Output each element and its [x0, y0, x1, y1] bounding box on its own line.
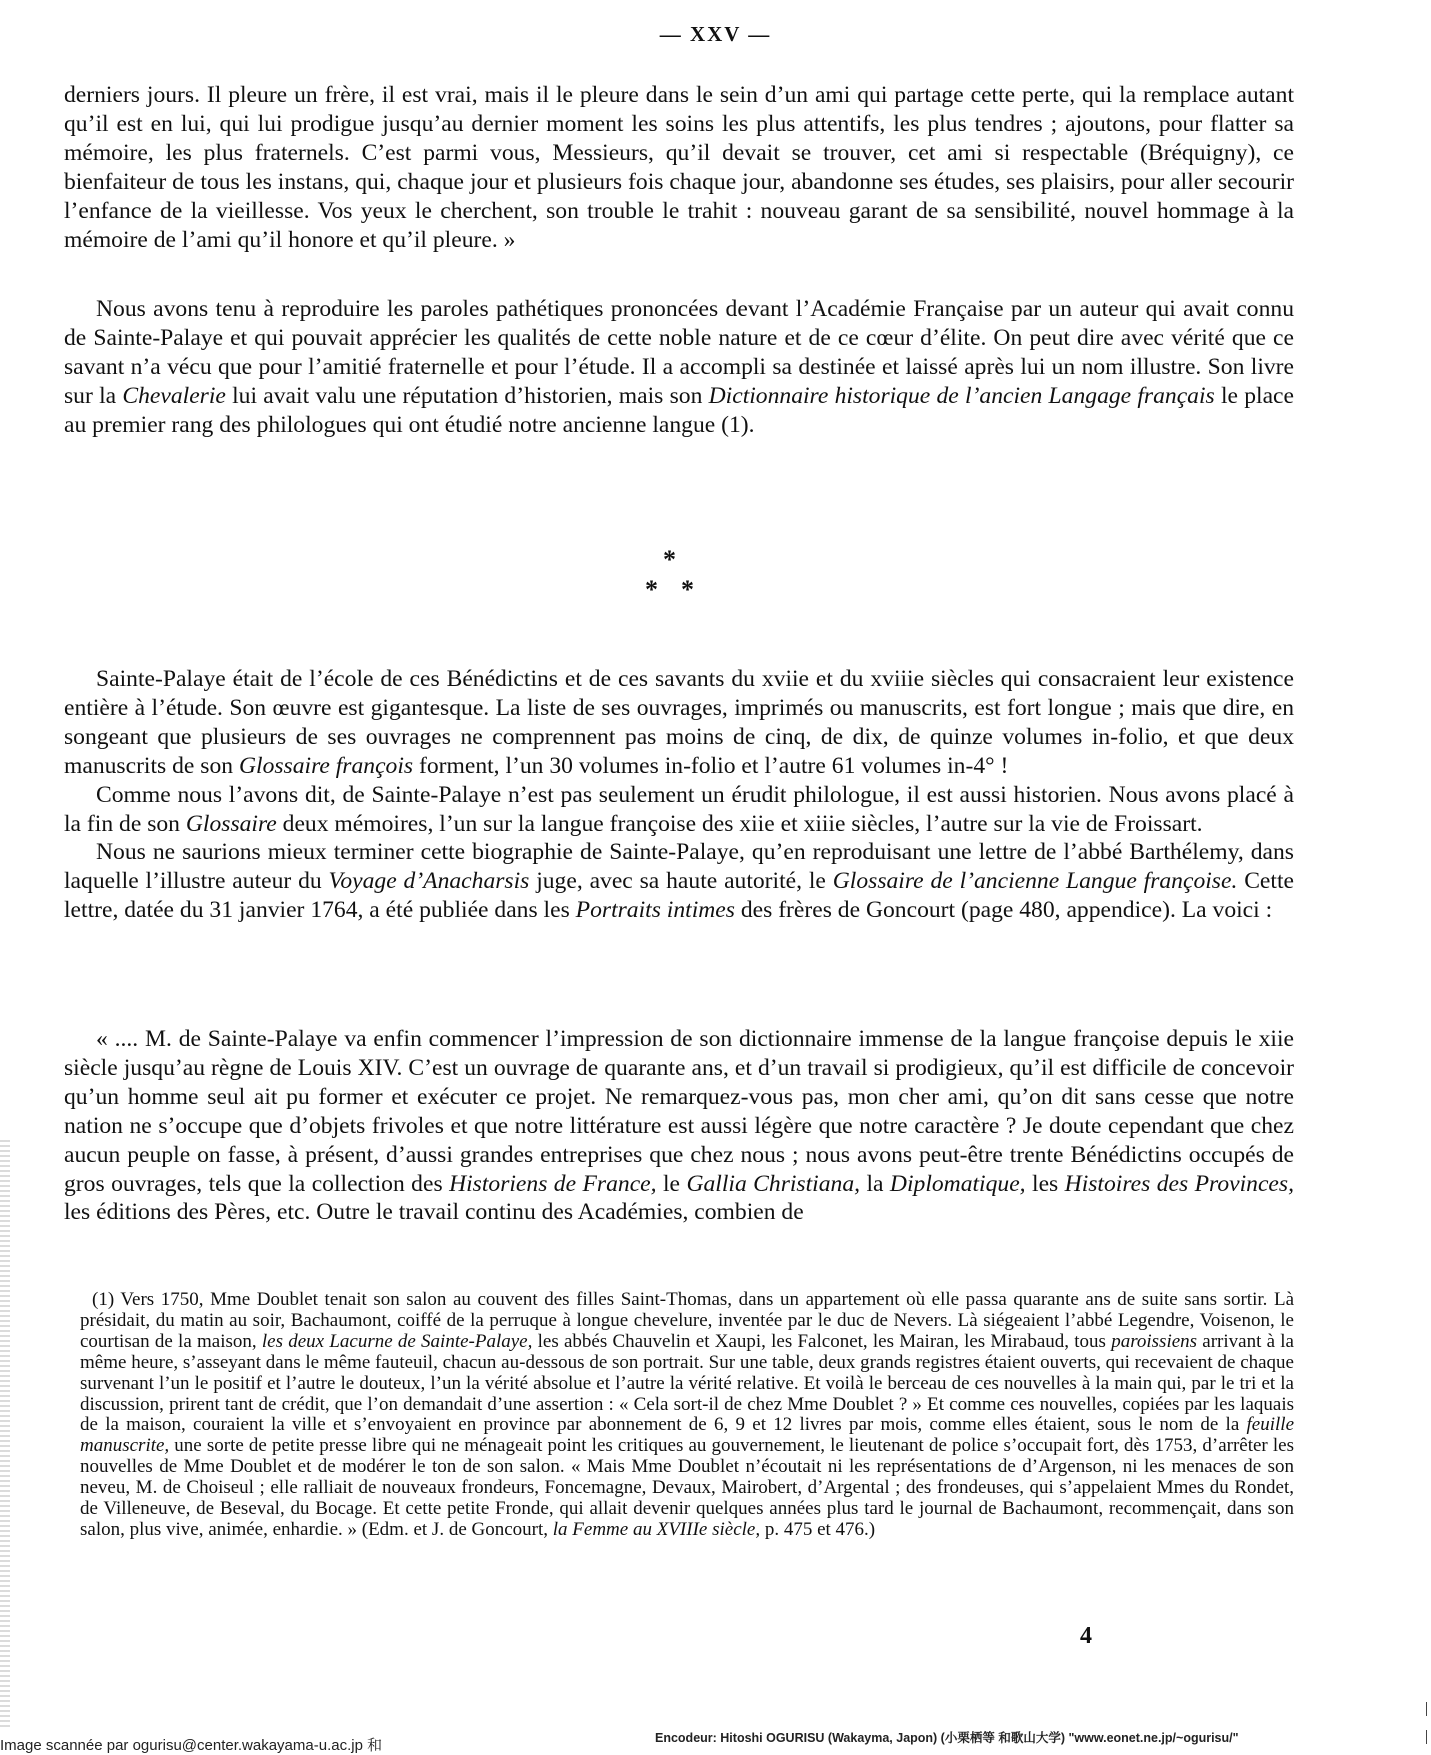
- scan-edge-artifact: [0, 1140, 10, 1730]
- paragraph: « .... M. de Sainte-Palaye va enfin commencer l’impression de son dictionnaire immense de la langue françoise depuis le xiie siècle jusqu’au règne de Louis XIV. C’est un ouvrage de quarante ans, et d’un travail si prodigieux, qu’il est difficile de concevoir qu’un homme seul ait pu former et exécuter ce projet. Ne remarquez-vous pas, mon cher ami, qu’on dit sans cesse que notre nation ne s’occupe que d’objets frivoles et que notre littérature est aussi légère que notre caractère ? Je doute cependant que chez aucun peuple on fasse, à présent, d’aussi grandes entreprises que chez nous ; nous avons peut-être trente Bénédictins occupés de gros ouvrages, tels que la collection des Historiens de France, le Gallia Christiana, la Diplomatique, les Histoires des Provinces, les éditions des Pères, etc. Outre le travail continu des Académies, combien de: [64, 1026, 1294, 1226]
- asterism-star: *: [645, 575, 658, 604]
- encoder-credit: Encodeur: Hitoshi OGURISU (Wakayma, Japon) (小栗栖等 和歌山大学) "www.eonet.ne.jp/~ogurisu/": [655, 1731, 1239, 1745]
- main-body: [64, 665, 1294, 925]
- signature-mark: 4: [1080, 1623, 1092, 1649]
- footnote: (1) Vers 1750, Mme Doublet tenait son salon au couvent des filles Saint-Thomas, dans un appartement où elle passa quarante ans de suite sans sortir. Là présidait, du matin au soir, Bachaumont, coiffé de la perruque à longue chevelure, inventée par le duc de Nevers. Là siégeaient l’abbé Legendre, Voisenon, le courtisan de la maison, les deux Lacurne de Sainte-Palaye, les abbés Chauvelin et Xaupi, les Falconet, les Mairan, les Mirabaud, tous paroissiens arrivant à la même heure, s’asseyant dans le même fauteuil, chacun au-dessous de son portrait. Sur une table, deux grands registres étaient ouverts, qui recevaient de chaque survenant l’un le positif et l’autre le douteux, l’un la vérité absolue et l’autre la vérité relative. Et voilà le berceau de ces nouvelles à la main qui, par le tri et la discussion, prirent tant de crédit, que l’on demandait d’une assertion : « Cela sort-il de chez Mme Doublet ? » Et comme ces nouvelles, copiées par les laquais de la maison, couraient la ville et s’envoyaient en province par abonnement de 6, 9 et 12 livres par mois, comme elles étaient, sous le nom de la feuille manuscrite, une sorte de petite presse libre qui ne ménageait point les critiques au gouvernement, le lieutenant de police s’occupait fort, dès 1753, d’arrêter les nouvelles de Mme Doublet et de modérer le ton de son salon. « Mais Mme Doublet n’écoutait ni les représentations de d’Argenson, ni les menaces de son neveu, M. de Choiseul ; elle ralliait de nouveaux frondeurs, Foncemagne, Devaux, Mairobert, d’Argental ; des frondeuses, qui s’appelaient Mmes du Rondet, de Villeneuve, de Beseval, du Bocage. Et cette petite Fronde, qui allait devenir quelques années plus tard le journal de Bachaumont, recommençait, dans son salon, plus vive, animée, enhardie. » (Edm. et J. de Goncourt, la Femme au XVIIIe siècle, p. 475 et 476.): [80, 1289, 1294, 1540]
- scan-edge-line: [1426, 1730, 1427, 1744]
- paragraph: Comme nous l’avons dit, de Sainte-Palaye n’est pas seulement un érudit philologue, il est aussi historien. Nous avons placé à la fin de son Glossaire deux mémoires, l’un sur la langue françoise des xiie et xiiie siècles, l’autre sur la vie de Froissart.: [64, 781, 1294, 837]
- quotation-ending: [64, 81, 1294, 254]
- asterism-star: *: [681, 575, 694, 604]
- letter-quotation: [64, 1025, 1294, 1227]
- scan-edge-line: [1426, 1702, 1427, 1716]
- paragraph-academie: Nous avons tenu à reproduire les paroles pathétiques prononcées devant l’Académie Française par un auteur qui avait connu de Sainte-Palaye et qui pouvait apprécier les qualités de cette noble nature et de ce cœur d’élite. On peut dire avec vérité que ce savant n’a vécu que pour l’amitié fraternelle et pour l’étude. Il a accompli sa destinée et laissé après lui un nom illustre. Son livre sur la Chevalerie lui avait valu une réputation d’historien, mais son Dictionnaire historique de l’ancien Langage français le place au premier rang des philologues qui ont étudié notre ancienne langue (1).: [64, 296, 1295, 438]
- asterism-separator: [620, 545, 720, 615]
- page-number: — XXV —: [659, 22, 772, 46]
- paragraph: derniers jours. Il pleure un frère, il est vrai, mais il le pleure dans le sein d’un ami qui partage cette perte, qui la remplace autant qu’il est en lui, qui lui prodigue jusqu’au dernier moment les soins les plus attentifs, les plus tendres ; ajoutons, pour flatter sa mémoire, les plus fraternels. C’est parmi vous, Messieurs, qu’il devait se trouver, cet ami si respectable (Bréquigny), ce bienfaiteur de tous les instans, qui, chaque jour et plusieurs fois chaque jour, abandonne ses études, ses plaisirs, pour aller secourir l’enfance de la vieillesse. Vos yeux le cherchent, son trouble le trahit : nouveau garant de sa sensibilité, nouvel hommage à la mémoire de l’ami qu’il honore et qu’il pleure. »: [64, 82, 1294, 253]
- scan-credit: Image scannée par ogurisu@center.wakayama-u.ac.jp 和: [0, 1737, 383, 1754]
- paragraph: Sainte-Palaye était de l’école de ces Bénédictins et de ces savants du xviie et du xviiie siècles qui consacraient leur existence entière à l’étude. Son œuvre est gigantesque. La liste de ses ouvrages, imprimés ou manuscrits, est fort longue ; mais que dire, en songeant que plusieurs de ses ouvrages ne comprennent pas moins de cinq, de dix, de quinze volumes in-folio, et que deux manuscrits de son Glossaire françois forment, l’un 30 volumes in-folio et l’autre 61 volumes in-4° !: [64, 666, 1294, 779]
- asterism-star: *: [663, 545, 676, 574]
- paragraph: Nous ne saurions mieux terminer cette biographie de Sainte-Palaye, qu’en reproduisant une lettre de l’abbé Barthélemy, dans laquelle l’illustre auteur du Voyage d’Anacharsis juge, avec sa haute autorité, le Glossaire de l’ancienne Langue françoise. Cette lettre, datée du 31 janvier 1764, a été publiée dans les Portraits intimes des frères de Goncourt (page 480, appendice). La voici :: [64, 839, 1294, 924]
